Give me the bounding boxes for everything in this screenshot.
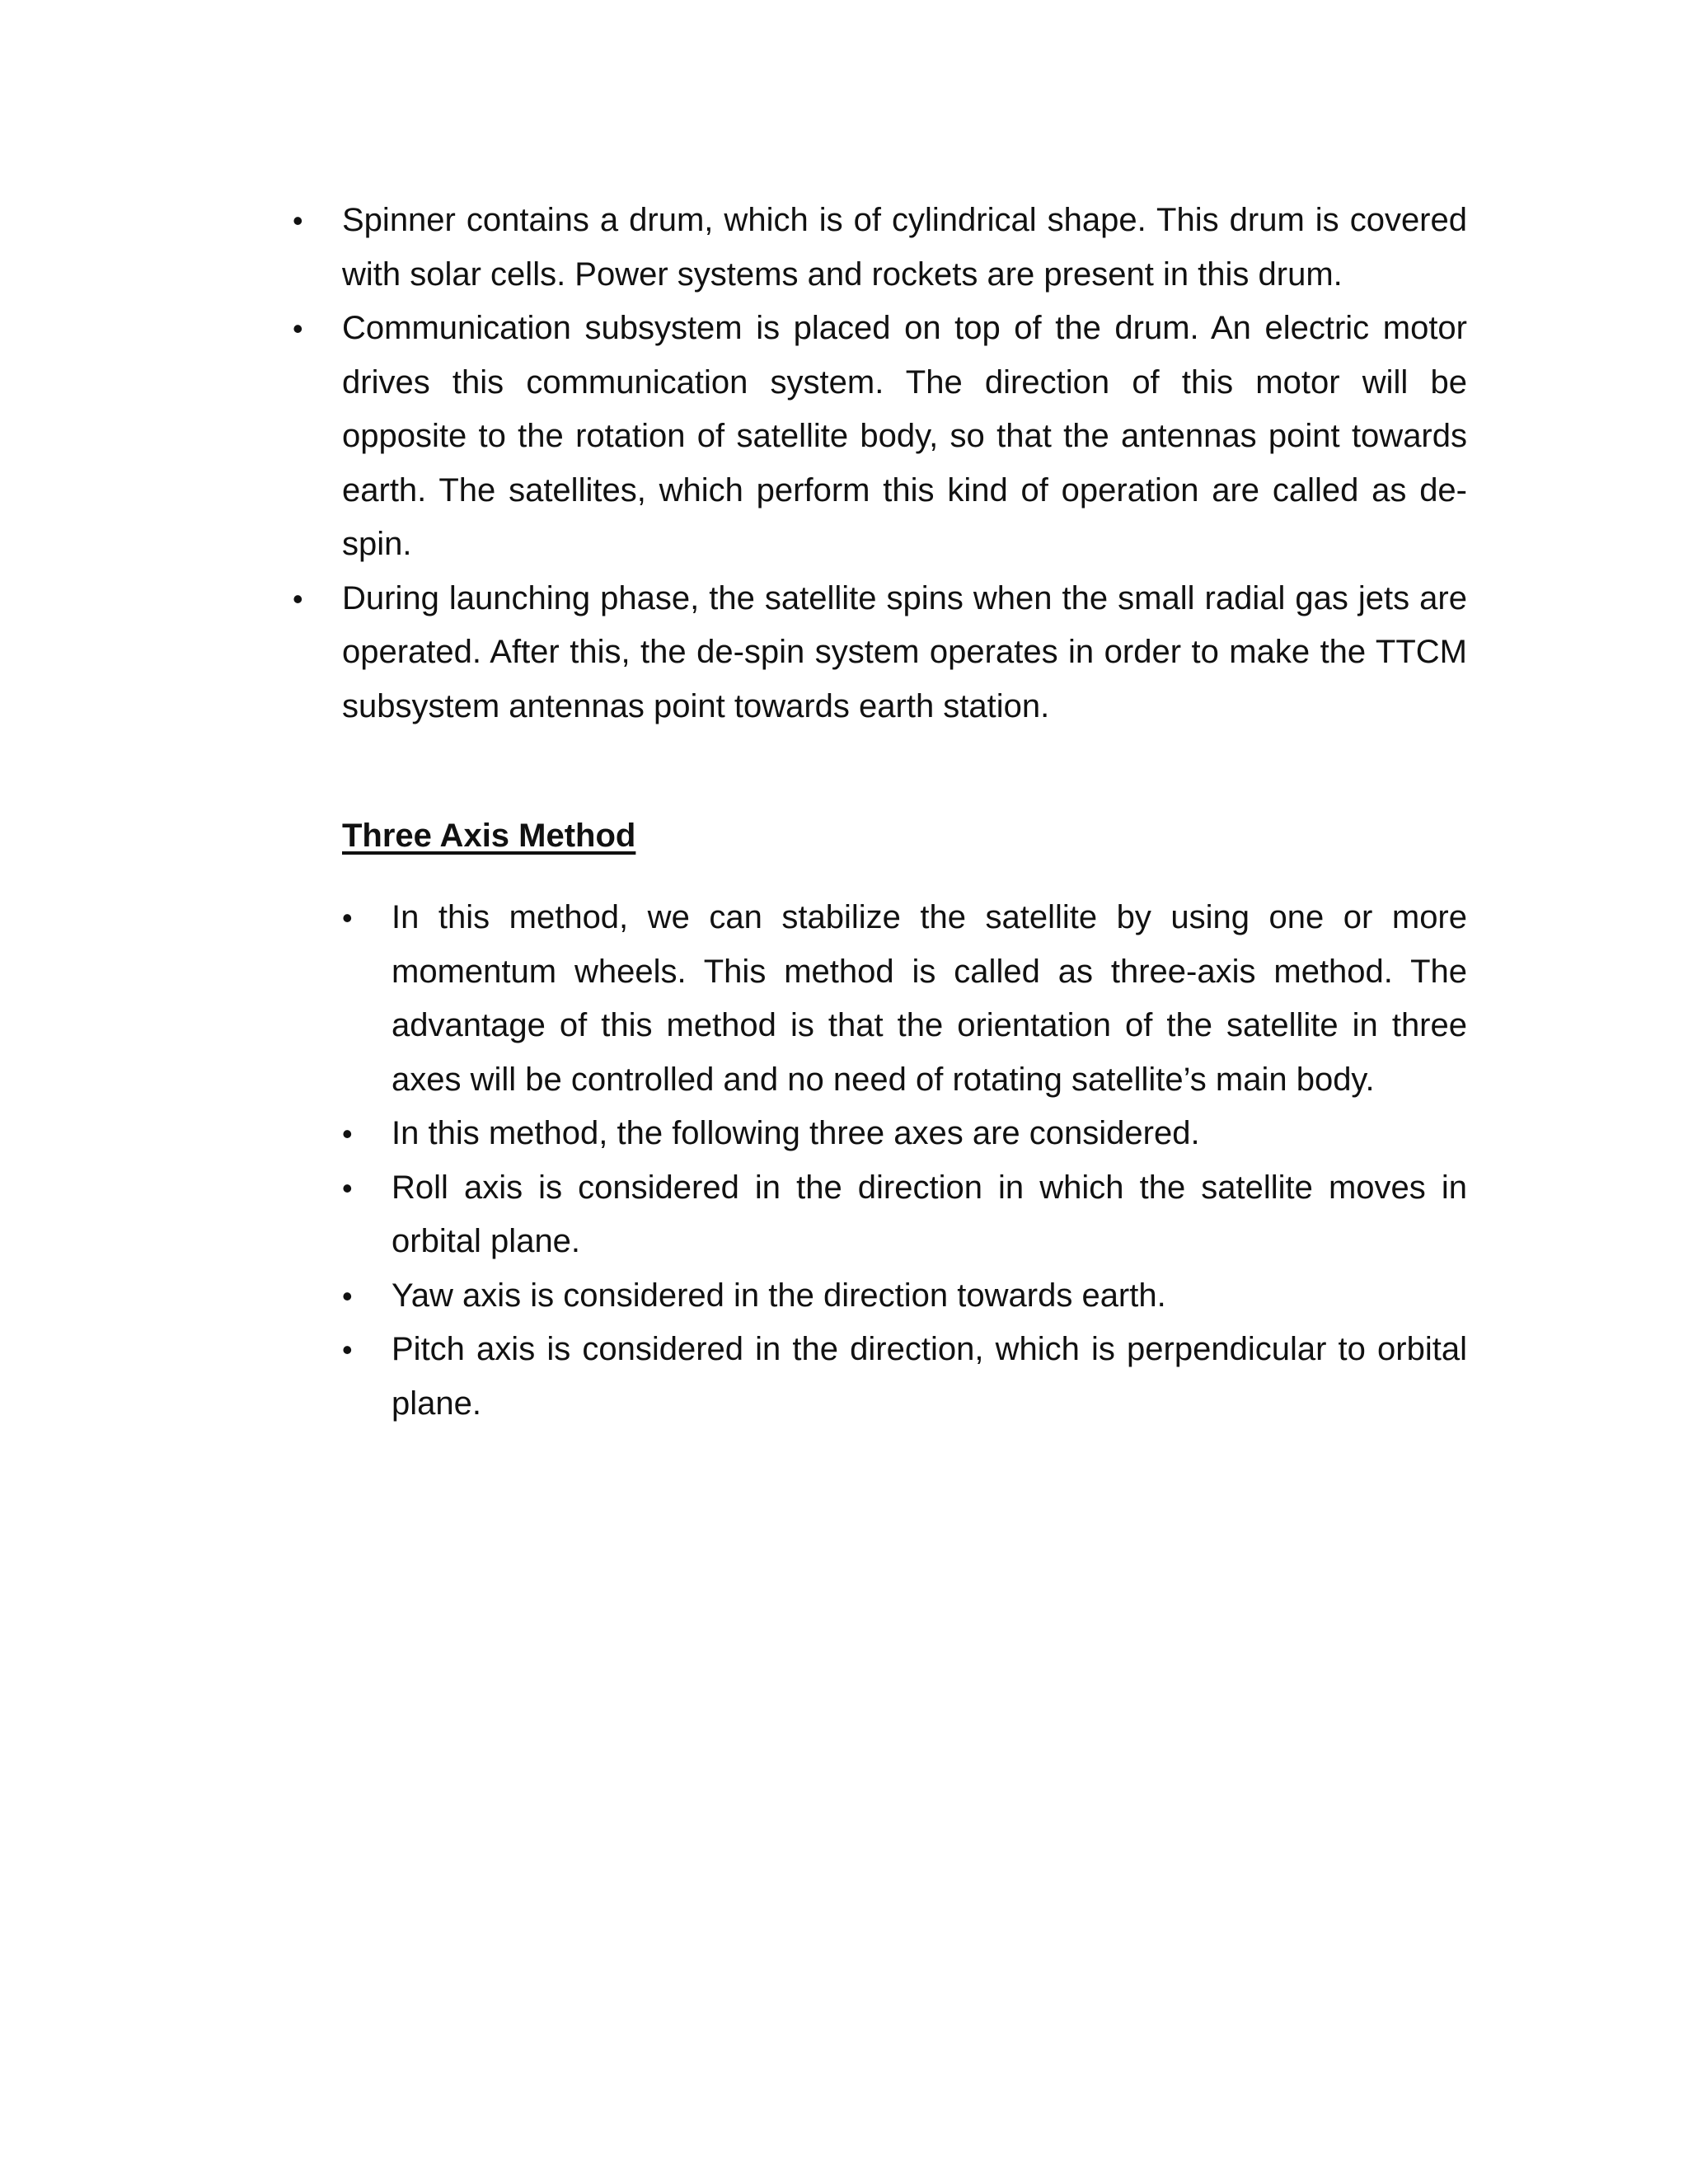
list-item xyxy=(342,891,1467,1107)
list-item-text: Pitch axis is considered in the direction, which is perpendicular to orbital plane. xyxy=(392,1331,1467,1422)
list-item xyxy=(293,302,1467,572)
spinner-bullet-list xyxy=(293,194,1467,733)
list-item xyxy=(342,1107,1467,1161)
bullet-icon: • xyxy=(293,204,303,237)
list-item-text: In this method, the following three axes are considered. xyxy=(392,1115,1200,1151)
page-content xyxy=(293,194,1467,1431)
list-item xyxy=(342,1323,1467,1431)
list-item xyxy=(342,1161,1467,1269)
bullet-icon: • xyxy=(342,1117,353,1151)
bullet-icon: • xyxy=(342,1170,353,1205)
list-item-text: Yaw axis is considered in the direction towards earth. xyxy=(392,1277,1166,1314)
bullet-icon: • xyxy=(342,901,353,935)
list-item xyxy=(342,1269,1467,1324)
section-heading-wrap xyxy=(293,809,1467,863)
bullet-icon: • xyxy=(342,1333,353,1366)
list-item xyxy=(293,194,1467,302)
section-heading: Three Axis Method xyxy=(342,818,636,854)
list-item-text: In this method, we can stabilize the satellite by using one or more momentum wheels. This method is called as three-axis method. The advantage of this method is that the orientation of the satellite in three axes will be controlled and no need of rotating satellite’s main body. xyxy=(392,899,1467,1098)
bullet-icon: • xyxy=(293,581,303,616)
list-item-text: Roll axis is considered in the direction in which the satellite moves in orbital plane. xyxy=(392,1169,1467,1259)
list-item-text: Spinner contains a drum, which is of cylindrical shape. This drum is covered with solar cells. Power systems and rockets are present in this drum. xyxy=(342,202,1467,293)
list-item xyxy=(293,572,1467,734)
three-axis-bullet-list xyxy=(293,891,1467,1431)
bullet-icon: • xyxy=(293,312,303,345)
list-item-text: During launching phase, the satellite spins when the small radial gas jets are operated. After this, the de-spin system operates in order to make the TTCM subsystem antennas point towards earth station. xyxy=(342,579,1467,724)
bullet-icon: • xyxy=(342,1278,353,1313)
list-item-text: Communication subsystem is placed on top of the drum. An electric motor drives this communication system. The direction of this motor will be opposite to the rotation of satellite body, so that the antennas point towards earth. The satellites, which perform this kind of operation are called as de-spin. xyxy=(342,310,1467,562)
